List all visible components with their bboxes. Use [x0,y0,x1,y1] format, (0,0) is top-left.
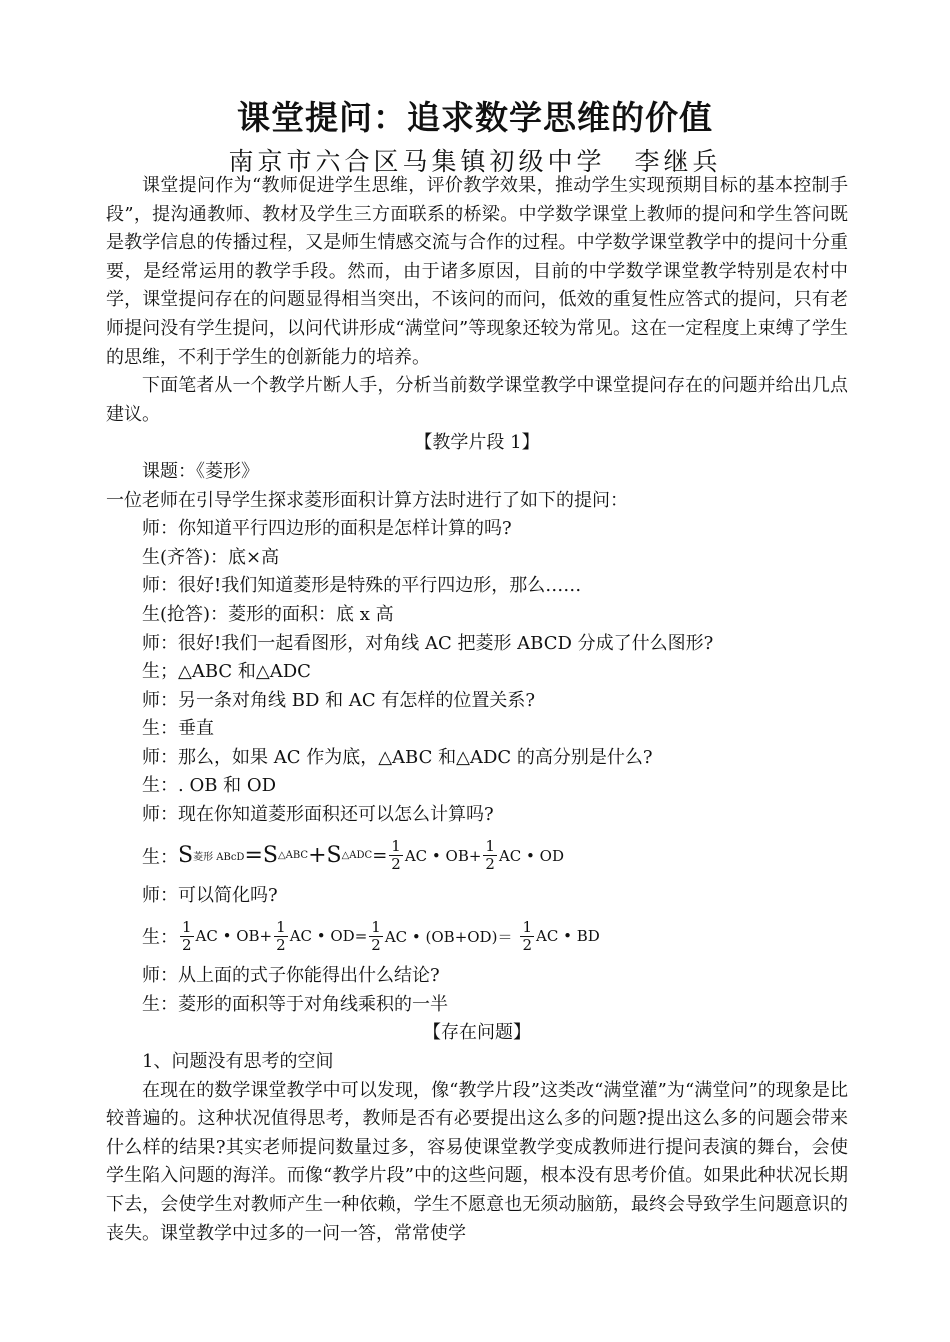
fraction-numerator: 1 [485,837,495,856]
fraction-half [180,919,194,954]
dialogue-line: 生(抢答)：菱形的面积：底 x 高 [142,603,394,625]
dialogue-line: 生：垂直 [142,718,214,740]
dialogue-line: 课题：《菱形》 [142,460,259,482]
dialogue-line: 师：你知道平行四边形的面积是怎样计算的吗? [142,518,512,540]
dialogue-line: 生：. OB 和 OD [142,775,277,797]
dialogue-line: 师：现在你知道菱形面积还可以怎么计算吗? [142,804,494,826]
formula-symbol: S [178,843,194,869]
document-body [106,172,848,1248]
segment-heading: 【教学片段 1】 [414,432,540,454]
dialogue-line: 生(齐答)：底×高 [142,546,280,568]
fraction-denominator: 2 [371,935,381,954]
dialogue-line: 师：另一条对角线 BD 和 AC 有怎样的位置关系? [142,689,535,711]
dialogue-line: 生；△ABC 和△ADC [142,661,311,683]
formula-term: AC • BD [536,927,600,946]
fraction-numerator: 1 [522,917,532,936]
fraction-denominator: 2 [485,855,495,874]
dialogue-line: 生：菱形的面积等于对角线乘积的一半 [142,993,448,1015]
fraction-half [274,919,288,954]
formula-symbol: +S [308,843,342,869]
dialogue-line: 师：可以简化吗? [142,884,278,906]
formula-term: AC • OB+ [404,846,482,865]
dialogue-line: 师：那么，如果 AC 作为底，△ABC 和△ADC 的高分别是什么? [142,746,653,768]
fraction-numerator: 1 [182,917,192,936]
fraction-denominator: 2 [182,935,192,954]
fraction-denominator: 2 [276,935,286,954]
formula-term: AC • OB+ [195,927,273,946]
formula-symbol: = [372,845,388,867]
intro-paragraph-2: 下面笔者从一个教学片断人手，分析当前数学课堂教学中课堂提问存在的问题并给出几点建议。 [106,375,848,425]
fraction-denominator: 2 [522,935,532,954]
fraction-numerator: 1 [391,837,401,856]
fraction-denominator: 2 [391,855,401,874]
fraction-half [369,919,383,954]
fraction-half [389,838,403,873]
formula-term: AC • (OB+OD)＝ [384,927,513,946]
problem-paragraph: 在现在的数学课堂教学中可以发现，像“教学片段”这类改“满堂灌”为“满堂问”的现象是比较普遍的。这种状况值得思考，教师是否有必要提出这么多的问题?提出这么多的问题会带来什么样的结果?其实老师提问数量过多，容易使课堂教学变成教师进行提问表演的舞台，会使学生陷入问题的海洋。而像“教学片段”中的这些问题，根本没有思考价值。如果此种状况长期下去，会使学生对教师产生一种依赖，学生不愿意也无须动脑筋，最终会导致学生问题意识的丧失。课堂教学中过多的一问一答，常常使学 [106,1079,848,1244]
speaker-label: 生： [142,846,178,868]
formula-symbol: =S [244,843,278,869]
dialogue-line: 师：很好!我们知道菱形是特殊的平行四边形，那么…… [142,575,582,597]
dialogue-line: 一位老师在引导学生探求菱形面积计算方法时进行了如下的提问： [106,489,628,511]
fraction-numerator: 1 [371,917,381,936]
formula-term: AC • OD= [289,927,368,946]
author-line: 南京市六合区马集镇初级中学 李继兵 [228,147,722,176]
area-formula-2 [106,910,848,962]
problem-heading: 【存在问题】 [423,1022,531,1044]
fraction-numerator: 1 [276,917,286,936]
formula-term: AC • OD [498,846,564,865]
area-formula-1 [106,830,848,882]
formula-subscript: △ABC [277,850,309,862]
speaker-label: 生： [142,927,178,949]
fraction-half [520,919,534,954]
intro-paragraph-1: 课堂提问作为“教师促进学生思维，评价教学效果，推动学生实现预期目标的基本控制手段”，提沟通教师、教材及学生三方面联系的桥梁。中学数学课堂上教师的提问和学生答问既是教学信息的传播过程，又是师生情感交流与合作的过程。中学数学课堂教学中的提问十分重要，是经常运用的教学手段。然而，由于诸多原因，目前的中学数学课堂教学特别是农村中学，课堂提问存在的问题显得相当突出，不该问的而问，低效的重复性应答式的提问，只有老师提问没有学生提问，以问代讲形成“满堂问”等现象还较为常见。这在一定程度上束缚了学生的思维，不利于学生的创新能力的培养。 [106,175,848,368]
formula-subscript: △ADC [341,850,373,862]
dialogue-line: 师：从上面的式子你能得出什么结论? [142,965,440,987]
formula-subscript: 菱形 ABcD [193,852,245,864]
problem-item: 1、问题没有思考的空间 [142,1051,334,1073]
fraction-half [483,838,497,873]
document-title: 课堂提问：追求数学思维的价值 [237,98,713,137]
dialogue-line: 师：很好!我们一起看图形，对角线 AC 把菱形 ABCD 分成了什么图形? [142,632,714,654]
